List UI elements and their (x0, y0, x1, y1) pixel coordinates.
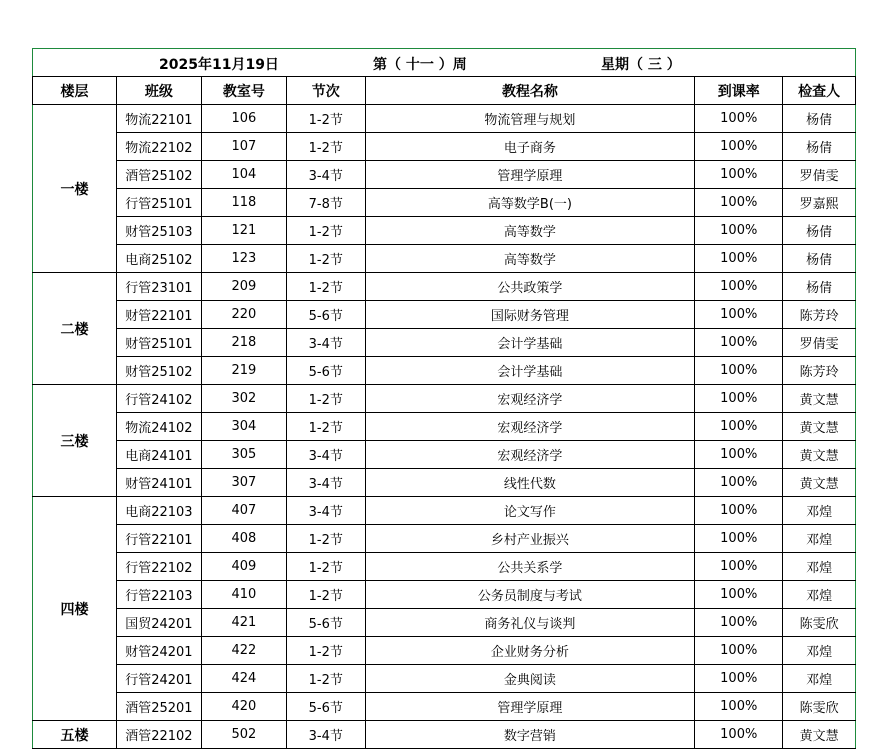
inspector-cell: 杨倩 (783, 105, 856, 133)
course-cell: 宏观经济学 (365, 441, 695, 469)
class-cell: 财管24101 (116, 469, 201, 497)
class-cell: 物流22101 (116, 105, 201, 133)
attendance-cell: 100% (695, 413, 783, 441)
attendance-cell: 100% (695, 637, 783, 665)
attendance-cell: 100% (695, 161, 783, 189)
course-cell: 公务员制度与考试 (365, 581, 695, 609)
period-cell: 5-6节 (286, 357, 365, 385)
period-cell: 1-2节 (286, 581, 365, 609)
inspector-cell: 邓煌 (783, 581, 856, 609)
course-cell: 管理学原理 (365, 161, 695, 189)
room-cell: 220 (201, 301, 286, 329)
period-cell: 1-2节 (286, 273, 365, 301)
table-row (33, 469, 856, 497)
course-cell: 商务礼仪与谈判 (365, 609, 695, 637)
room-cell: 307 (201, 469, 286, 497)
banner-cell (33, 49, 856, 77)
class-cell: 财管25103 (116, 217, 201, 245)
attendance-cell: 100% (695, 665, 783, 693)
period-cell: 3-4节 (286, 441, 365, 469)
class-cell: 行管22101 (116, 525, 201, 553)
room-cell: 424 (201, 665, 286, 693)
floor-cell: 二楼 (33, 273, 117, 385)
room-cell: 304 (201, 413, 286, 441)
period-cell: 1-2节 (286, 553, 365, 581)
attendance-cell: 100% (695, 693, 783, 721)
table-row (33, 441, 856, 469)
room-cell: 409 (201, 553, 286, 581)
room-cell: 421 (201, 609, 286, 637)
table-row (33, 357, 856, 385)
course-cell: 宏观经济学 (365, 385, 695, 413)
room-cell: 121 (201, 217, 286, 245)
table-row (33, 497, 856, 525)
course-cell: 高等数学B(一) (365, 189, 695, 217)
class-cell: 行管24201 (116, 665, 201, 693)
header-floor: 楼层 (33, 77, 117, 105)
attendance-cell: 100% (695, 609, 783, 637)
period-cell: 1-2节 (286, 665, 365, 693)
attendance-table (32, 48, 856, 749)
inspector-cell: 陈雯欣 (783, 609, 856, 637)
class-cell: 财管25102 (116, 357, 201, 385)
room-cell: 422 (201, 637, 286, 665)
room-cell: 107 (201, 133, 286, 161)
class-cell: 行管24102 (116, 385, 201, 413)
course-cell: 高等数学 (365, 245, 695, 273)
class-cell: 财管22101 (116, 301, 201, 329)
table-row (33, 189, 856, 217)
inspector-cell: 陈芳玲 (783, 301, 856, 329)
attendance-cell: 100% (695, 217, 783, 245)
class-cell: 电商22103 (116, 497, 201, 525)
room-cell: 502 (201, 721, 286, 749)
class-cell: 酒管25201 (116, 693, 201, 721)
period-cell: 3-4节 (286, 721, 365, 749)
period-cell: 5-6节 (286, 609, 365, 637)
class-cell: 行管25101 (116, 189, 201, 217)
table-row (33, 245, 856, 273)
floor-cell: 五楼 (33, 721, 117, 749)
course-cell: 物流管理与规划 (365, 105, 695, 133)
room-cell: 106 (201, 105, 286, 133)
room-cell: 123 (201, 245, 286, 273)
period-cell: 5-6节 (286, 301, 365, 329)
attendance-cell: 100% (695, 497, 783, 525)
room-cell: 104 (201, 161, 286, 189)
inspector-cell: 邓煌 (783, 665, 856, 693)
attendance-cell: 100% (695, 357, 783, 385)
header-period: 节次 (286, 77, 365, 105)
course-cell: 电子商务 (365, 133, 695, 161)
attendance-cell: 100% (695, 301, 783, 329)
room-cell: 209 (201, 273, 286, 301)
table-row (33, 105, 856, 133)
attendance-cell: 100% (695, 329, 783, 357)
room-cell: 407 (201, 497, 286, 525)
class-cell: 财管25101 (116, 329, 201, 357)
period-cell: 5-6节 (286, 693, 365, 721)
class-cell: 电商25102 (116, 245, 201, 273)
inspector-cell: 黄文慧 (783, 721, 856, 749)
table-row (33, 133, 856, 161)
inspector-cell: 杨倩 (783, 217, 856, 245)
table-row (33, 301, 856, 329)
class-cell: 财管24201 (116, 637, 201, 665)
inspector-cell: 邓煌 (783, 637, 856, 665)
room-cell: 305 (201, 441, 286, 469)
inspector-cell: 黄文慧 (783, 385, 856, 413)
period-cell: 1-2节 (286, 637, 365, 665)
header-class: 班级 (116, 77, 201, 105)
course-cell: 金典阅读 (365, 665, 695, 693)
table-row (33, 385, 856, 413)
attendance-cell: 100% (695, 133, 783, 161)
class-cell: 国贸24201 (116, 609, 201, 637)
course-cell: 企业财务分析 (365, 637, 695, 665)
table-body (33, 49, 856, 749)
period-cell: 3-4节 (286, 329, 365, 357)
attendance-cell: 100% (695, 721, 783, 749)
period-cell: 1-2节 (286, 133, 365, 161)
table-row (33, 217, 856, 245)
banner-weekday: 星期（ 三 ） (601, 57, 681, 73)
class-cell: 行管22102 (116, 553, 201, 581)
attendance-cell: 100% (695, 385, 783, 413)
inspector-cell: 黄文慧 (783, 441, 856, 469)
course-cell: 宏观经济学 (365, 413, 695, 441)
class-cell: 物流24102 (116, 413, 201, 441)
attendance-cell: 100% (695, 189, 783, 217)
table-row (33, 665, 856, 693)
period-cell: 1-2节 (286, 217, 365, 245)
period-cell: 1-2节 (286, 245, 365, 273)
class-cell: 电商24101 (116, 441, 201, 469)
course-cell: 会计学基础 (365, 357, 695, 385)
table-row (33, 581, 856, 609)
table-row (33, 637, 856, 665)
inspector-cell: 杨倩 (783, 273, 856, 301)
inspector-cell: 陈芳玲 (783, 357, 856, 385)
attendance-cell: 100% (695, 525, 783, 553)
table-row (33, 161, 856, 189)
table-row (33, 693, 856, 721)
attendance-cell: 100% (695, 581, 783, 609)
table-row (33, 329, 856, 357)
course-cell: 公共关系学 (365, 553, 695, 581)
table-row (33, 273, 856, 301)
class-cell: 物流22102 (116, 133, 201, 161)
class-cell: 酒管22102 (116, 721, 201, 749)
attendance-cell: 100% (695, 245, 783, 273)
room-cell: 408 (201, 525, 286, 553)
period-cell: 3-4节 (286, 161, 365, 189)
inspector-cell: 杨倩 (783, 245, 856, 273)
room-cell: 219 (201, 357, 286, 385)
attendance-cell: 100% (695, 469, 783, 497)
inspector-cell: 邓煌 (783, 497, 856, 525)
table-row (33, 413, 856, 441)
period-cell: 1-2节 (286, 385, 365, 413)
header-course: 教程名称 (365, 77, 695, 105)
inspector-cell: 罗倩雯 (783, 329, 856, 357)
floor-cell: 四楼 (33, 497, 117, 721)
room-cell: 302 (201, 385, 286, 413)
floor-cell: 一楼 (33, 105, 117, 273)
floor-cell: 三楼 (33, 385, 117, 497)
period-cell: 3-4节 (286, 469, 365, 497)
period-cell: 1-2节 (286, 105, 365, 133)
banner-date: 2025年11月19日 (159, 57, 279, 73)
period-cell: 1-2节 (286, 525, 365, 553)
table-row (33, 525, 856, 553)
attendance-cell: 100% (695, 553, 783, 581)
room-cell: 420 (201, 693, 286, 721)
period-cell: 1-2节 (286, 413, 365, 441)
inspector-cell: 罗倩雯 (783, 161, 856, 189)
inspector-cell: 杨倩 (783, 133, 856, 161)
class-cell: 行管23101 (116, 273, 201, 301)
course-cell: 线性代数 (365, 469, 695, 497)
attendance-cell: 100% (695, 105, 783, 133)
header-row (33, 77, 856, 105)
inspector-cell: 黄文慧 (783, 469, 856, 497)
inspector-cell: 罗嘉熙 (783, 189, 856, 217)
course-cell: 高等数学 (365, 217, 695, 245)
course-cell: 公共政策学 (365, 273, 695, 301)
attendance-cell: 100% (695, 441, 783, 469)
course-cell: 论文写作 (365, 497, 695, 525)
course-cell: 乡村产业振兴 (365, 525, 695, 553)
inspector-cell: 邓煌 (783, 553, 856, 581)
room-cell: 410 (201, 581, 286, 609)
period-cell: 3-4节 (286, 497, 365, 525)
banner-row (33, 49, 856, 77)
room-cell: 118 (201, 189, 286, 217)
course-cell: 会计学基础 (365, 329, 695, 357)
table-row (33, 609, 856, 637)
period-cell: 7-8节 (286, 189, 365, 217)
banner-week: 第（ 十一 ）周 (373, 57, 467, 73)
class-cell: 酒管25102 (116, 161, 201, 189)
inspector-cell: 黄文慧 (783, 413, 856, 441)
attendance-cell: 100% (695, 273, 783, 301)
course-cell: 数字营销 (365, 721, 695, 749)
header-attendance: 到课率 (695, 77, 783, 105)
header-inspector: 检查人 (783, 77, 856, 105)
header-room: 教室号 (201, 77, 286, 105)
room-cell: 218 (201, 329, 286, 357)
inspector-cell: 邓煌 (783, 525, 856, 553)
table-row (33, 553, 856, 581)
table-row (33, 721, 856, 749)
course-cell: 管理学原理 (365, 693, 695, 721)
course-cell: 国际财务管理 (365, 301, 695, 329)
inspector-cell: 陈雯欣 (783, 693, 856, 721)
class-cell: 行管22103 (116, 581, 201, 609)
